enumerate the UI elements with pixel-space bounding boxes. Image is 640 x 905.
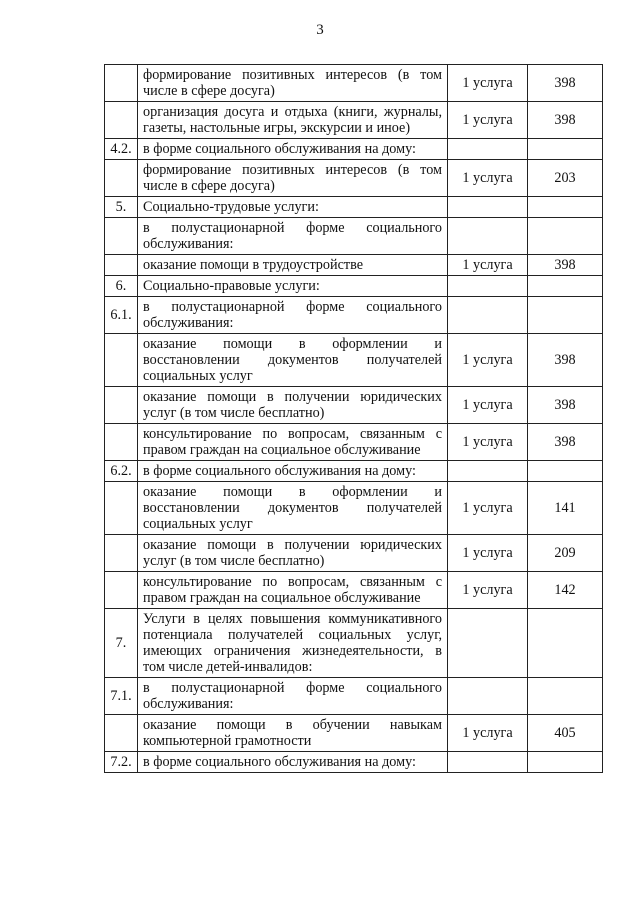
- service-unit: 1 услуга: [448, 102, 528, 139]
- table-row: [105, 609, 603, 678]
- service-description: оказание помощи в получении юридических услуг (в том числе бесплатно): [138, 535, 448, 572]
- service-description: оказание помощи в получении юридических услуг (в том числе бесплатно): [138, 387, 448, 424]
- table-row: [105, 197, 603, 218]
- row-number: [105, 424, 138, 461]
- service-description: в полустационарной форме социального обслуживания:: [138, 297, 448, 334]
- table-row: [105, 297, 603, 334]
- table-row: [105, 218, 603, 255]
- row-number: 4.2.: [105, 139, 138, 160]
- row-number: [105, 387, 138, 424]
- row-number: [105, 102, 138, 139]
- service-unit: [448, 276, 528, 297]
- service-price: 398: [528, 102, 603, 139]
- table-row: [105, 255, 603, 276]
- service-unit: 1 услуга: [448, 334, 528, 387]
- row-number: 6.1.: [105, 297, 138, 334]
- table-row: [105, 461, 603, 482]
- table-row: [105, 334, 603, 387]
- service-description: Социально-правовые услуги:: [138, 276, 448, 297]
- service-description: в форме социального обслуживания на дому:: [138, 752, 448, 773]
- table-row: [105, 715, 603, 752]
- service-unit: [448, 297, 528, 334]
- service-price: 203: [528, 160, 603, 197]
- service-price: [528, 197, 603, 218]
- row-number: [105, 255, 138, 276]
- service-unit: [448, 139, 528, 160]
- service-price: 398: [528, 387, 603, 424]
- service-price: [528, 276, 603, 297]
- table-row: [105, 276, 603, 297]
- service-price: 398: [528, 424, 603, 461]
- row-number: [105, 218, 138, 255]
- row-number: 6.: [105, 276, 138, 297]
- service-unit: [448, 218, 528, 255]
- service-price: 398: [528, 334, 603, 387]
- row-number: [105, 715, 138, 752]
- service-description: Услуги в целях повышения коммуникативного потенциала получателей социальных услуг, имеющих ограничения жизнедеятельности, в том числе детей-инвалидов:: [138, 609, 448, 678]
- service-unit: 1 услуга: [448, 715, 528, 752]
- table-row: [105, 160, 603, 197]
- table-row: [105, 424, 603, 461]
- row-number: 7.1.: [105, 678, 138, 715]
- service-price: [528, 461, 603, 482]
- service-description: консультирование по вопросам, связанным с правом граждан на социальное обслуживание: [138, 424, 448, 461]
- service-description: консультирование по вопросам, связанным с правом граждан на социальное обслуживание: [138, 572, 448, 609]
- table-row: [105, 65, 603, 102]
- service-unit: 1 услуга: [448, 160, 528, 197]
- service-unit: 1 услуга: [448, 572, 528, 609]
- service-unit: 1 услуга: [448, 482, 528, 535]
- service-price: 209: [528, 535, 603, 572]
- service-unit: [448, 609, 528, 678]
- service-price: [528, 297, 603, 334]
- service-unit: [448, 197, 528, 218]
- service-price: 405: [528, 715, 603, 752]
- service-description: формирование позитивных интересов (в том числе в сфере досуга): [138, 65, 448, 102]
- service-unit: 1 услуга: [448, 65, 528, 102]
- row-number: 7.2.: [105, 752, 138, 773]
- row-number: 7.: [105, 609, 138, 678]
- service-price: 141: [528, 482, 603, 535]
- table-row: [105, 572, 603, 609]
- service-price: [528, 218, 603, 255]
- service-description: оказание помощи в трудоустройстве: [138, 255, 448, 276]
- service-description: Социально-трудовые услуги:: [138, 197, 448, 218]
- row-number: 6.2.: [105, 461, 138, 482]
- service-price: [528, 609, 603, 678]
- service-price: [528, 678, 603, 715]
- service-unit: 1 услуга: [448, 387, 528, 424]
- services-price-table: [104, 64, 603, 773]
- table-row: [105, 535, 603, 572]
- row-number: [105, 160, 138, 197]
- service-unit: [448, 461, 528, 482]
- service-description: оказание помощи в оформлении и восстановлении документов получателей социальных услуг: [138, 482, 448, 535]
- row-number: [105, 334, 138, 387]
- row-number: [105, 65, 138, 102]
- service-unit: 1 услуга: [448, 424, 528, 461]
- table-row: [105, 752, 603, 773]
- service-description: формирование позитивных интересов (в том числе в сфере досуга): [138, 160, 448, 197]
- table-row: [105, 678, 603, 715]
- row-number: 5.: [105, 197, 138, 218]
- service-price: 398: [528, 65, 603, 102]
- service-description: оказание помощи в оформлении и восстановлении документов получателей социальных услуг: [138, 334, 448, 387]
- service-description: в полустационарной форме социального обслуживания:: [138, 218, 448, 255]
- row-number: [105, 535, 138, 572]
- service-description: в полустационарной форме социального обслуживания:: [138, 678, 448, 715]
- service-description: в форме социального обслуживания на дому:: [138, 461, 448, 482]
- service-price: 142: [528, 572, 603, 609]
- table-row: [105, 387, 603, 424]
- service-unit: 1 услуга: [448, 255, 528, 276]
- row-number: [105, 572, 138, 609]
- row-number: [105, 482, 138, 535]
- table-row: [105, 139, 603, 160]
- service-price: [528, 752, 603, 773]
- service-description: организация досуга и отдыха (книги, журналы, газеты, настольные игры, экскурсии и иное): [138, 102, 448, 139]
- table-body: [105, 65, 603, 773]
- service-price: [528, 139, 603, 160]
- table-row: [105, 482, 603, 535]
- page-number: 3: [316, 22, 324, 38]
- service-unit: [448, 752, 528, 773]
- service-unit: 1 услуга: [448, 535, 528, 572]
- service-price: 398: [528, 255, 603, 276]
- service-unit: [448, 678, 528, 715]
- table-row: [105, 102, 603, 139]
- service-description: в форме социального обслуживания на дому:: [138, 139, 448, 160]
- service-description: оказание помощи в обучении навыкам компьютерной грамотности: [138, 715, 448, 752]
